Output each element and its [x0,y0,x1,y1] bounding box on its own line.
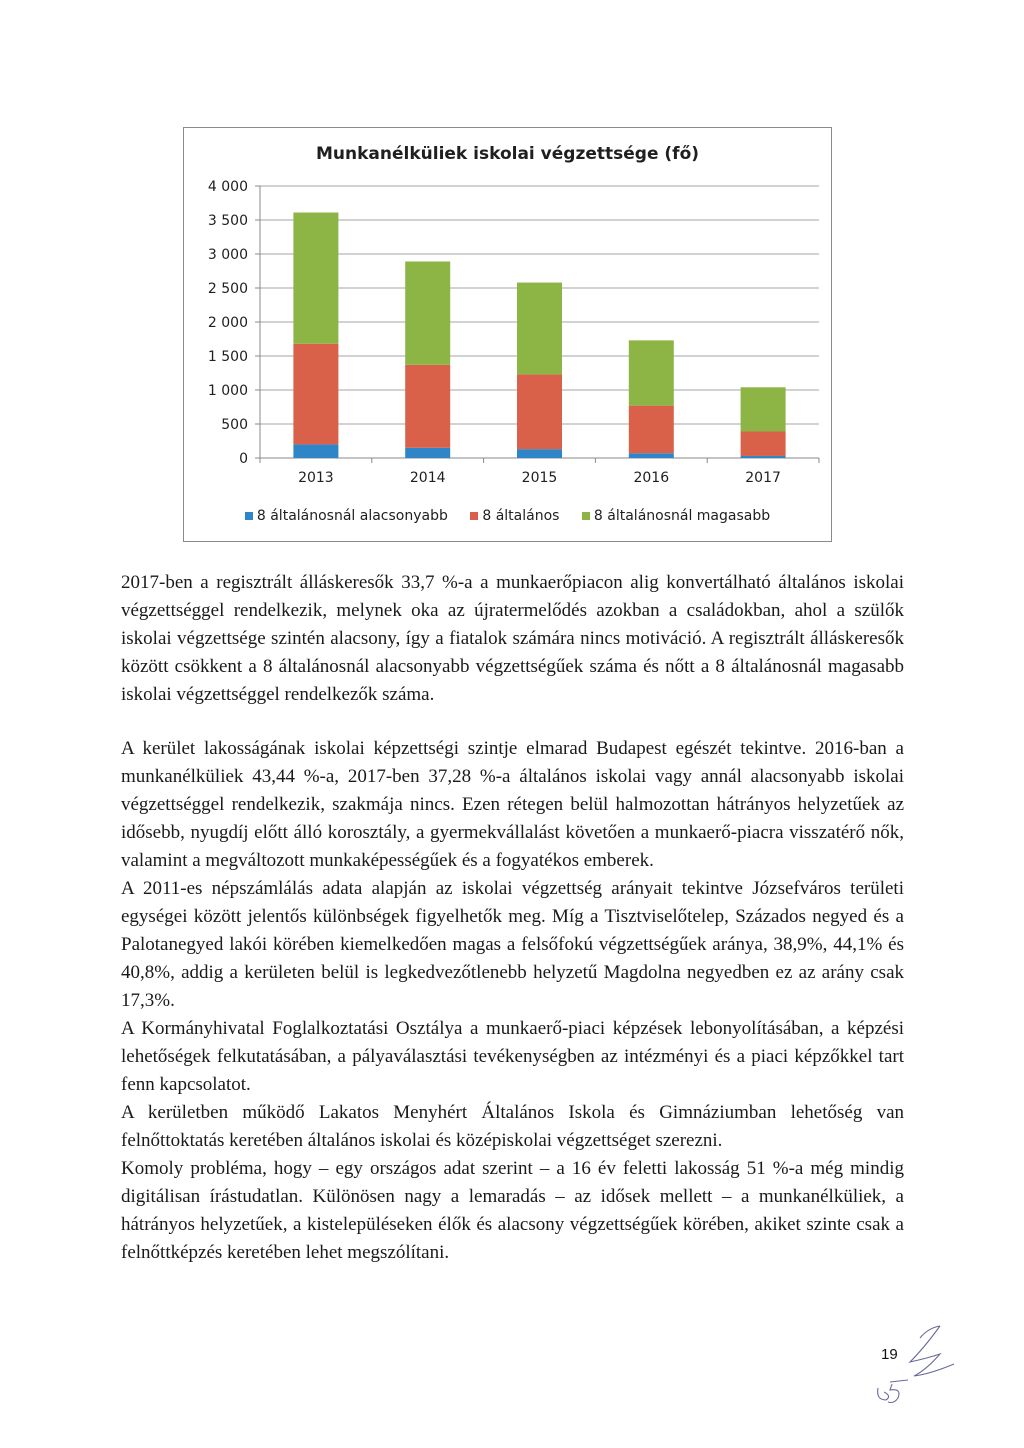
handwritten-number-mark [878,1380,908,1403]
y-tick-label: 1 500 [207,349,248,365]
unemployment-education-chart [183,127,832,542]
legend-item-8-grade [470,508,559,524]
paragraph: A kerületben működő Lakatos Menyhért Általános Iskola és Gimnáziumban lehetőség van felnőttoktatás keretében általános iskolai és középiskolai végzettséget szerezni. [121,1102,904,1151]
paragraph: 2017-ben a regisztrált álláskeresők 33,7 %-a a munkaerőpiacon alig konvertálható általános iskolai végzettséggel rendelkezik, melynek oka az újratermelődés azokban a családokban, ahol a szülők iskolai végzettsége szintén alacsony, így a fiatalok számára nincs motiváció. A regisztrált álláskeresők között csökkent a 8 általánosnál alacsonyabb végzettségűek száma és nőtt a 8 általánosnál magasabb iskolai végzettséggel rendelkezők száma. [121,572,904,705]
bar-segment [517,374,562,449]
y-tick-label: 4 000 [207,179,248,195]
legend-item-below-8-grade [245,508,448,524]
x-tick-label: 2017 [745,470,781,486]
bar-segment [517,283,562,375]
bar-segment [405,448,450,458]
y-tick-label: 2 500 [207,281,248,297]
legend-label: 8 általános [482,508,560,524]
y-tick-label: 2 000 [207,315,248,331]
y-tick-label: 3 500 [207,213,248,229]
chart-plot [184,128,831,541]
legend-label: 8 általánosnál magasabb [593,508,771,524]
chart-legend [184,508,831,524]
paragraph: A Kormányhivatal Foglalkoztatási Osztálya a munkaerő-piaci képzések lebonyolításában, a képzési lehetőségek felkutatásában, a pályaválasztási tevékenységben az intézményi és a piaci képzőkkel tart fenn kapcsolatot. [121,1018,904,1095]
legend-item-above-8-grade [582,508,770,524]
x-tick-label: 2014 [409,470,446,486]
bar-segment [629,453,674,458]
bar-segment [293,344,338,445]
bar-segment [405,261,450,364]
body-text [121,569,904,1267]
x-tick-label: 2015 [521,470,558,486]
bar-segment [741,387,786,431]
legend-swatch-green [582,512,590,520]
paragraph: Komoly probléma, hogy – egy országos adat szerint – a 16 év feletti lakosság 51 %-a még mindig digitálisan írástudatlan. Különösen nagy a lemaradás – az idősek mellett – a munkanélküliek, a hátrányos helyzetűek, a kistelepüléseken élők és alacsony végzettségűek körében, akiket szinte csak a felnőttképzés keretében lehet megszólítani. [121,1158,904,1263]
y-tick-label: 1 000 [207,383,248,399]
y-tick-label: 500 [221,417,248,433]
paragraph: A kerület lakosságának iskolai képzettségi szintje elmarad Budapest egészét tekintve. 2016-ban a munkanélküliek 43,44 %-a, 2017-ben 37,28 %-a általános iskolai vagy annál alacsonyabb iskolai végzettséggel rendelkezik, szakmája nincs. Ezen rétegen belül halmozottan hátrányos helyzetűek az idősebb, nyugdíj előtt álló korosztály, a gyermekvállalást követően a munkaerő-piacra visszatérő nők, valamint a megváltozott munkaképességűek és a fogyatékos emberek. [121,738,904,871]
bar-segment [293,444,338,458]
legend-swatch-red [470,512,478,520]
bar-segment [741,431,786,455]
page-number: 19 [881,1346,898,1363]
handwritten-annotation [868,1318,964,1414]
chart-title: Munkanélküliek iskolai végzettsége (fő) [315,144,700,164]
legend-swatch-blue [245,512,253,520]
legend-label: 8 általánosnál alacsonyabb [256,508,448,524]
bar-segment [517,449,562,458]
bar-segment [629,406,674,454]
handwritten-signature-mark [910,1326,954,1376]
x-tick-label: 2016 [633,470,670,486]
y-tick-label: 0 [239,451,248,467]
bar-segment [405,365,450,448]
bar-segment [741,456,786,458]
bar-segment [293,213,338,344]
bar-segment [629,340,674,405]
y-tick-label: 3 000 [207,247,248,263]
x-tick-label: 2013 [298,470,334,486]
paragraph: A 2011-es népszámlálás adata alapján az iskolai végzettség arányait tekintve Józsefváros területi egységei között jelentős különbségek figyelhetők meg. Míg a Tisztviselőtelep, Százados negyed és a Palotanegyed lakói körében kiemelkedően magas a felsőfokú végzettségűek aránya, 38,9%, 44,1% és 40,8%, addig a kerületen belül is legkedvezőtlenebb helyzetű Magdolna negyedben ez az arány csak 17,3%. [121,878,904,1011]
